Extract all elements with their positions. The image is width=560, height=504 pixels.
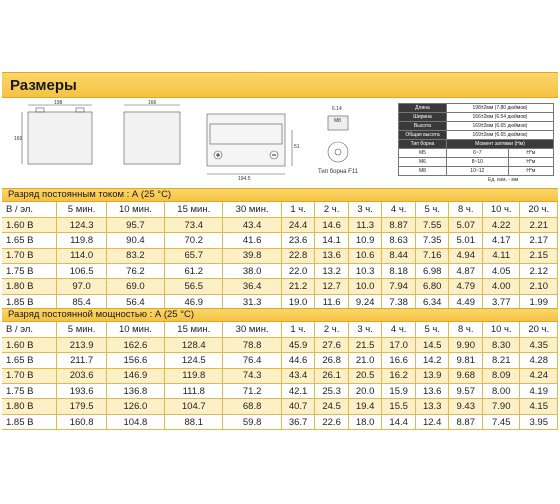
side-width-label: 166 <box>148 100 157 106</box>
value-cell: 2.10 <box>520 279 558 294</box>
value-cell: 14.4 <box>382 414 416 429</box>
value-cell: 12.4 <box>415 414 449 429</box>
value-cell: 114.0 <box>57 248 106 263</box>
value-cell: 8.87 <box>382 217 416 232</box>
value-cell: 104.7 <box>165 399 223 414</box>
value-cell: 2.15 <box>520 248 558 263</box>
column-header: 15 мин. <box>165 202 223 217</box>
value-cell: 83.2 <box>106 248 164 263</box>
value-cell: 22.0 <box>281 264 315 279</box>
voltage-cell: 1.70 В <box>2 248 57 263</box>
column-header: 10 мин. <box>106 202 164 217</box>
column-header: В / эл. <box>2 202 57 217</box>
value-cell: 56.4 <box>106 294 164 309</box>
current-discharge-title: Разряд постоянным током : А (25 °С) <box>2 188 558 202</box>
value-cell: 9.57 <box>449 384 483 399</box>
value-cell: 4.87 <box>449 264 483 279</box>
column-header: 5 мин. <box>57 322 106 337</box>
page-title: Размеры <box>10 77 77 94</box>
value-cell: 14.6 <box>315 217 349 232</box>
value-cell: 13.3 <box>415 399 449 414</box>
torque-header-row: Тип борна Момент затяжки (Нм) <box>399 140 554 149</box>
table-row <box>2 337 558 352</box>
value-cell: 8.00 <box>483 384 520 399</box>
value-cell: 3.95 <box>520 414 558 429</box>
voltage-cell: 1.65 В <box>2 233 57 248</box>
value-cell: 179.5 <box>57 399 106 414</box>
value-cell: 4.11 <box>483 248 520 263</box>
units-note: Ед. изм. - мм <box>488 177 519 183</box>
value-cell: 18.0 <box>348 414 382 429</box>
value-cell: 24.4 <box>281 217 315 232</box>
value-cell: 10.9 <box>348 233 382 248</box>
table-row <box>2 248 558 263</box>
value-cell: 24.5 <box>315 399 349 414</box>
column-header: 10 ч. <box>483 322 520 337</box>
voltage-cell: 1.60 В <box>2 337 57 352</box>
column-header: 15 мин. <box>165 322 223 337</box>
height-label: 169 <box>14 136 23 142</box>
value-cell: 156.6 <box>106 353 164 368</box>
column-header: 2 ч. <box>315 322 349 337</box>
value-cell: 8.09 <box>483 368 520 383</box>
value-cell: 20.0 <box>348 384 382 399</box>
table-row <box>2 399 558 414</box>
value-cell: 4.19 <box>520 384 558 399</box>
value-cell: 4.49 <box>449 294 483 309</box>
value-cell: 38.0 <box>223 264 281 279</box>
value-cell: 13.2 <box>315 264 349 279</box>
value-cell: 136.8 <box>106 384 164 399</box>
value-cell: 213.9 <box>57 337 106 352</box>
value-cell: 4.28 <box>520 353 558 368</box>
value-cell: 25.3 <box>315 384 349 399</box>
value-cell: 76.4 <box>223 353 281 368</box>
voltage-cell: 1.75 В <box>2 384 57 399</box>
value-cell: 119.8 <box>165 368 223 383</box>
value-cell: 9.24 <box>348 294 382 309</box>
value-cell: 46.9 <box>165 294 223 309</box>
value-cell: 7.38 <box>382 294 416 309</box>
value-cell: 11.3 <box>348 217 382 232</box>
column-header: 30 мин. <box>223 322 281 337</box>
value-cell: 124.5 <box>165 353 223 368</box>
value-cell: 41.6 <box>223 233 281 248</box>
value-cell: 4.94 <box>449 248 483 263</box>
table-row <box>2 264 558 279</box>
value-cell: 27.6 <box>315 337 349 352</box>
value-cell: 5.01 <box>449 233 483 248</box>
value-cell: 128.4 <box>165 337 223 352</box>
value-cell: 31.3 <box>223 294 281 309</box>
voltage-cell: 1.75 В <box>2 264 57 279</box>
value-cell: 211.7 <box>57 353 106 368</box>
value-cell: 22.6 <box>315 414 349 429</box>
value-cell: 8.18 <box>382 264 416 279</box>
value-cell: 3.77 <box>483 294 520 309</box>
value-cell: 42.1 <box>281 384 315 399</box>
value-cell: 20.5 <box>348 368 382 383</box>
column-header: 4 ч. <box>382 322 416 337</box>
value-cell: 4.24 <box>520 368 558 383</box>
current-discharge-section <box>2 188 558 310</box>
value-cell: 193.6 <box>57 384 106 399</box>
value-cell: 4.35 <box>520 337 558 352</box>
value-cell: 10.0 <box>348 279 382 294</box>
value-cell: 126.0 <box>106 399 164 414</box>
value-cell: 76.2 <box>106 264 164 279</box>
value-cell: 1.99 <box>520 294 558 309</box>
spec-row: Ширина 166±2мм (6.54 дюймов) <box>399 113 554 122</box>
value-cell: 4.00 <box>483 279 520 294</box>
value-cell: 162.6 <box>106 337 164 352</box>
value-cell: 7.55 <box>415 217 449 232</box>
value-cell: 16.2 <box>382 368 416 383</box>
column-header: 2 ч. <box>315 202 349 217</box>
value-cell: 7.16 <box>415 248 449 263</box>
voltage-cell: 1.70 В <box>2 368 57 383</box>
table-row <box>2 279 558 294</box>
value-cell: 56.5 <box>165 279 223 294</box>
value-cell: 9.43 <box>449 399 483 414</box>
value-cell: 74.3 <box>223 368 281 383</box>
table-row <box>2 384 558 399</box>
value-cell: 73.4 <box>165 217 223 232</box>
column-header: 30 мин. <box>223 202 281 217</box>
value-cell: 78.8 <box>223 337 281 352</box>
voltage-cell: 1.85 В <box>2 414 57 429</box>
voltage-cell: 1.65 В <box>2 353 57 368</box>
value-cell: 7.45 <box>483 414 520 429</box>
column-header: 20 ч. <box>520 322 558 337</box>
column-header: 3 ч. <box>348 202 382 217</box>
value-cell: 61.2 <box>165 264 223 279</box>
terminal-size-label: M8 <box>334 118 341 124</box>
value-cell: 7.35 <box>415 233 449 248</box>
value-cell: 7.94 <box>382 279 416 294</box>
value-cell: 21.5 <box>348 337 382 352</box>
value-cell: 26.1 <box>315 368 349 383</box>
value-cell: 6.80 <box>415 279 449 294</box>
value-cell: 9.68 <box>449 368 483 383</box>
value-cell: 104.8 <box>106 414 164 429</box>
value-cell: 65.7 <box>165 248 223 263</box>
torque-row: M8 10~12 Н*м <box>399 167 554 176</box>
spec-row: Длина 198±2мм (7.80 дюймов) <box>399 104 554 113</box>
value-cell: 4.79 <box>449 279 483 294</box>
column-header: 5 ч. <box>415 322 449 337</box>
value-cell: 10.3 <box>348 264 382 279</box>
value-cell: 119.8 <box>57 233 106 248</box>
table-row <box>2 368 558 383</box>
value-cell: 15.5 <box>382 399 416 414</box>
value-cell: 26.8 <box>315 353 349 368</box>
value-cell: 4.05 <box>483 264 520 279</box>
power-discharge-title: Разряд постоянной мощностью : А (25 °С) <box>2 308 558 322</box>
column-header: 10 мин. <box>106 322 164 337</box>
value-cell: 8.30 <box>483 337 520 352</box>
terminal-type-label: Тип борна F11 <box>318 169 358 175</box>
power-discharge-table <box>2 322 558 430</box>
table-row <box>2 353 558 368</box>
column-header: 1 ч. <box>281 322 315 337</box>
value-cell: 9.81 <box>449 353 483 368</box>
value-cell: 13.9 <box>415 368 449 383</box>
value-cell: 90.4 <box>106 233 164 248</box>
column-header: 5 ч. <box>415 202 449 217</box>
value-cell: 36.4 <box>223 279 281 294</box>
value-cell: 13.6 <box>415 384 449 399</box>
table-row <box>2 233 558 248</box>
value-cell: 106.5 <box>57 264 106 279</box>
column-header: 4 ч. <box>382 202 416 217</box>
column-header: 20 ч. <box>520 202 558 217</box>
value-cell: 14.1 <box>315 233 349 248</box>
value-cell: 16.6 <box>382 353 416 368</box>
torque-row: M5 6~7 Н*м <box>399 149 554 158</box>
value-cell: 43.4 <box>281 368 315 383</box>
value-cell: 95.7 <box>106 217 164 232</box>
column-header: В / эл. <box>2 322 57 337</box>
value-cell: 8.44 <box>382 248 416 263</box>
value-cell: 7.90 <box>483 399 520 414</box>
value-cell: 71.2 <box>223 384 281 399</box>
value-cell: 14.5 <box>415 337 449 352</box>
voltage-cell: 1.80 В <box>2 399 57 414</box>
value-cell: 39.8 <box>223 248 281 263</box>
value-cell: 88.1 <box>165 414 223 429</box>
value-cell: 9.90 <box>449 337 483 352</box>
value-cell: 43.4 <box>223 217 281 232</box>
dimensions-header <box>2 72 558 98</box>
table-header-row <box>2 322 558 337</box>
value-cell: 19.4 <box>348 399 382 414</box>
column-header: 8 ч. <box>449 322 483 337</box>
value-cell: 12.7 <box>315 279 349 294</box>
value-cell: 4.22 <box>483 217 520 232</box>
value-cell: 17.0 <box>382 337 416 352</box>
value-cell: 2.21 <box>520 217 558 232</box>
value-cell: 2.12 <box>520 264 558 279</box>
value-cell: 68.8 <box>223 399 281 414</box>
value-cell: 8.63 <box>382 233 416 248</box>
value-cell: 5.07 <box>449 217 483 232</box>
value-cell: 2.17 <box>520 233 558 248</box>
value-cell: 40.7 <box>281 399 315 414</box>
value-cell: 23.6 <box>281 233 315 248</box>
column-header: 5 мин. <box>57 202 106 217</box>
column-header: 1 ч. <box>281 202 315 217</box>
terminal-top-label: 6.14 <box>332 106 342 112</box>
column-header: 3 ч. <box>348 322 382 337</box>
value-cell: 8.87 <box>449 414 483 429</box>
column-header: 8 ч. <box>449 202 483 217</box>
spec-table <box>398 103 554 176</box>
value-cell: 36.7 <box>281 414 315 429</box>
torque-row: M6 8~10 Н*м <box>399 158 554 167</box>
value-cell: 124.3 <box>57 217 106 232</box>
spec-row: Общая высота 169±2мм (6.65 дюймов) <box>399 131 554 140</box>
value-cell: 69.0 <box>106 279 164 294</box>
value-cell: 6.34 <box>415 294 449 309</box>
value-cell: 8.21 <box>483 353 520 368</box>
value-cell: 146.9 <box>106 368 164 383</box>
value-cell: 160.8 <box>57 414 106 429</box>
value-cell: 21.2 <box>281 279 315 294</box>
voltage-cell: 1.80 В <box>2 279 57 294</box>
table-header-row <box>2 202 558 217</box>
value-cell: 19.0 <box>281 294 315 309</box>
value-cell: 6.98 <box>415 264 449 279</box>
table-row <box>2 414 558 429</box>
voltage-cell: 1.85 В <box>2 294 57 309</box>
voltage-cell: 1.60 В <box>2 217 57 232</box>
value-cell: 4.17 <box>483 233 520 248</box>
bottom-width-label: 194.5 <box>238 176 251 182</box>
value-cell: 10.6 <box>348 248 382 263</box>
current-discharge-table <box>2 202 558 310</box>
value-cell: 22.8 <box>281 248 315 263</box>
column-header: 10 ч. <box>483 202 520 217</box>
value-cell: 11.6 <box>315 294 349 309</box>
value-cell: 203.6 <box>57 368 106 383</box>
value-cell: 45.9 <box>281 337 315 352</box>
value-cell: 21.0 <box>348 353 382 368</box>
value-cell: 111.8 <box>165 384 223 399</box>
front-width-label: 198 <box>54 100 63 106</box>
value-cell: 85.4 <box>57 294 106 309</box>
value-cell: 15.9 <box>382 384 416 399</box>
table-row <box>2 217 558 232</box>
value-cell: 97.0 <box>57 279 106 294</box>
power-discharge-section <box>2 308 558 430</box>
side-mark-label: 51 <box>294 144 300 150</box>
spec-row: Высота 169±2мм (6.65 дюймов) <box>399 122 554 131</box>
value-cell: 44.6 <box>281 353 315 368</box>
value-cell: 13.6 <box>315 248 349 263</box>
value-cell: 70.2 <box>165 233 223 248</box>
value-cell: 4.15 <box>520 399 558 414</box>
value-cell: 59.8 <box>223 414 281 429</box>
value-cell: 14.2 <box>415 353 449 368</box>
